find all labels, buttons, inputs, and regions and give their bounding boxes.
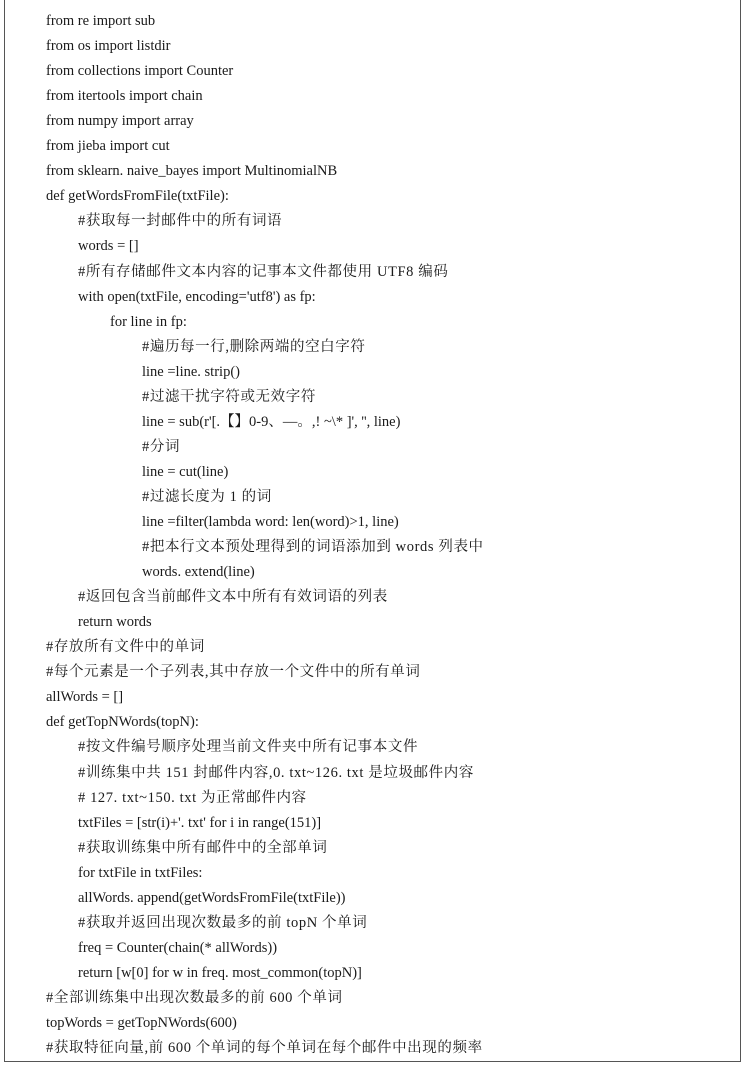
- code-line: from os import listdir: [46, 38, 171, 55]
- code-line: line =line. strip(): [142, 363, 240, 380]
- code-line: with open(txtFile, encoding='utf8') as fp:: [78, 288, 316, 305]
- code-line: #训练集中共 151 封邮件内容,0. txt~126. txt 是垃圾邮件内容: [78, 764, 474, 781]
- code-line: for line in fp:: [110, 313, 187, 330]
- code-line: return [w[0] for w in freq. most_common(topN)]: [78, 964, 362, 981]
- code-line: #遍历每一行,删除两端的空白字符: [142, 338, 366, 355]
- code-line: from sklearn. naive_bayes import MultinomialNB: [46, 163, 338, 180]
- code-line: words = []: [78, 238, 139, 255]
- code-line: def getWordsFromFile(txtFile):: [46, 188, 229, 205]
- code-line: #返回包含当前邮件文本中所有有效词语的列表: [78, 589, 388, 606]
- code-line: def getTopNWords(topN):: [46, 714, 199, 731]
- code-line: #把本行文本预处理得到的词语添加到 words 列表中: [142, 539, 484, 556]
- code-line: line = cut(line): [142, 463, 229, 480]
- code-line: allWords. append(getWordsFromFile(txtFile)): [78, 889, 346, 906]
- code-line: #所有存储邮件文本内容的记事本文件都使用 UTF8 编码: [78, 263, 449, 280]
- code-line: from re import sub: [46, 13, 156, 29]
- code-line: txtFiles = [str(i)+'. txt' for i in range(151)]: [78, 814, 322, 831]
- code-line: #按文件编号顺序处理当前文件夹中所有记事本文件: [78, 739, 419, 756]
- code-listing-frame: [4, 0, 741, 1062]
- code-line: from collections import Counter: [46, 63, 234, 80]
- code-line: #获取训练集中所有邮件中的全部单词: [78, 839, 328, 856]
- code-line: #存放所有文件中的单词: [46, 639, 205, 656]
- code-line: #过滤长度为 1 的词: [142, 488, 272, 505]
- code-line: line = sub(r'[.【】0-9、—。,! ~\* ]', '', line): [142, 413, 401, 430]
- code-line: for txtFile in txtFiles:: [78, 864, 203, 881]
- code-line: #分词: [142, 438, 181, 455]
- code-line: words. extend(line): [142, 564, 255, 581]
- code-line: from itertools import chain: [46, 88, 203, 105]
- code-line: line =filter(lambda word: len(word)>1, line): [142, 514, 399, 530]
- code-line: #过滤干扰字符或无效字符: [142, 388, 316, 405]
- code-line: from jieba import cut: [46, 138, 170, 155]
- code-line: topWords = getTopNWords(600): [46, 1015, 237, 1031]
- code-line: #获取并返回出现次数最多的前 topN 个单词: [78, 914, 368, 931]
- code-line: #获取每一封邮件中的所有词语: [78, 213, 283, 230]
- code-line: #获取特征向量,前 600 个单词的每个单词在每个邮件中出现的频率: [46, 1040, 483, 1057]
- code-line: return words: [78, 614, 152, 631]
- code-line: freq = Counter(chain(* allWords)): [78, 939, 278, 956]
- code-line: allWords = []: [46, 689, 124, 706]
- code-line: #全部训练集中出现次数最多的前 600 个单词: [46, 989, 343, 1006]
- code-line: from numpy import array: [46, 113, 194, 130]
- code-line: # 127. txt~150. txt 为正常邮件内容: [78, 789, 307, 806]
- code-line: #每个元素是一个子列表,其中存放一个文件中的所有单词: [46, 664, 421, 681]
